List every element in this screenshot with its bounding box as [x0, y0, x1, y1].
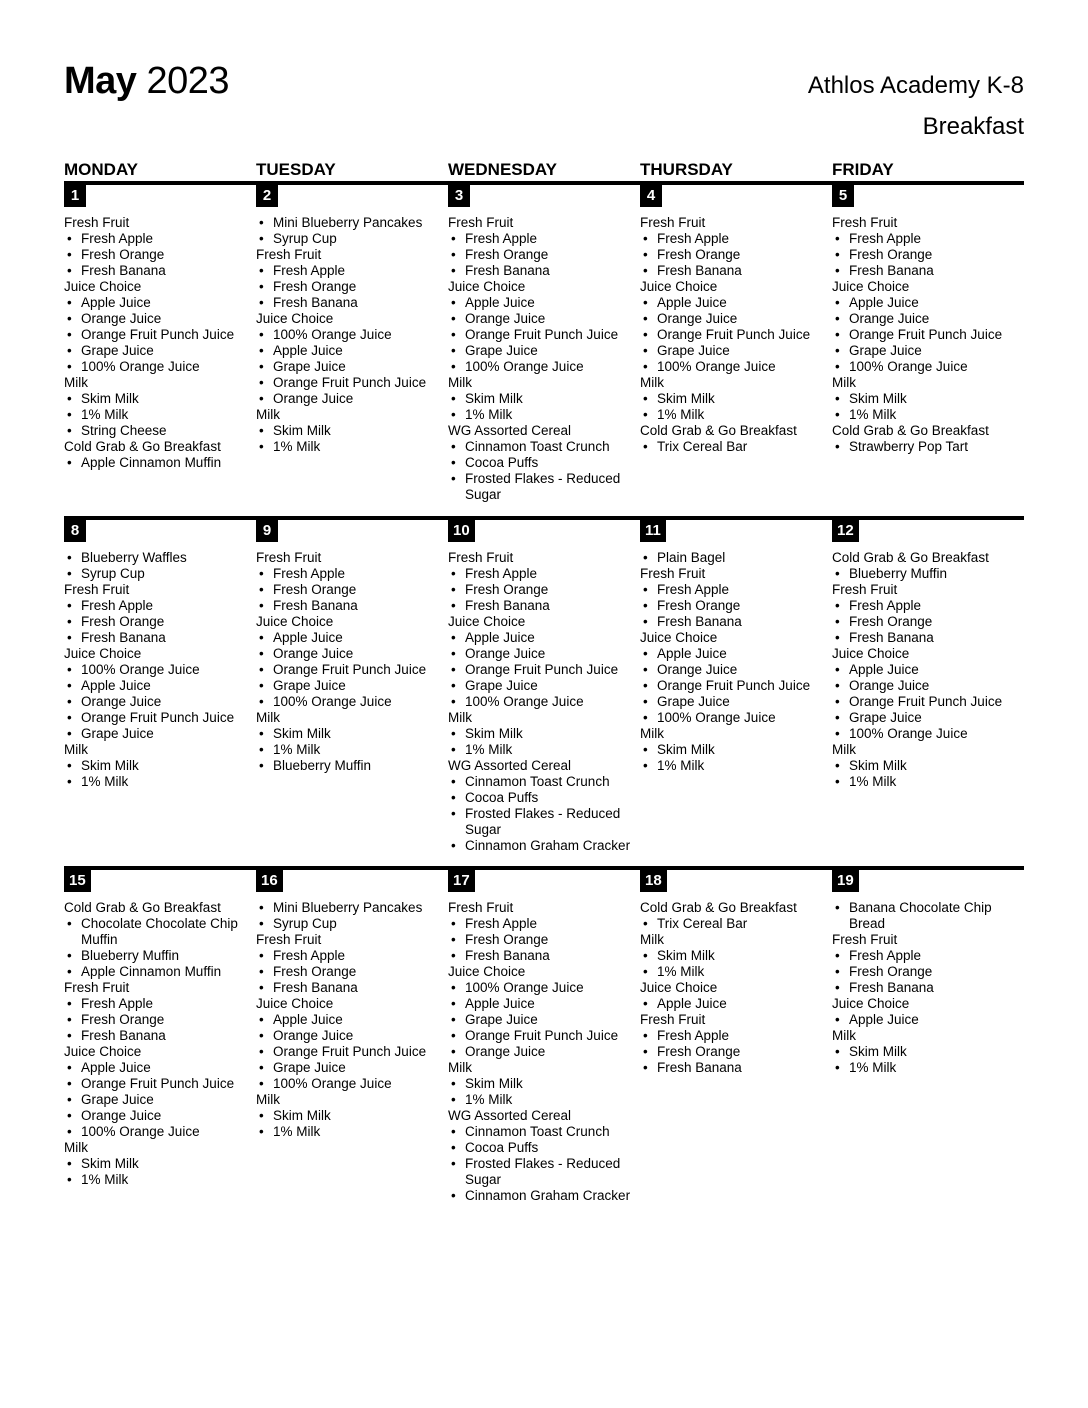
- menu-item: • Apple Juice: [832, 295, 1017, 311]
- menu-category: Milk: [640, 726, 664, 741]
- menu-item: • Apple Juice: [640, 646, 825, 662]
- menu-item: • Fresh Orange: [832, 964, 1017, 980]
- menu-item: • 100% Orange Juice: [832, 726, 1017, 742]
- menu-item-list: [448, 900, 633, 1204]
- menu-item: • Fresh Apple: [640, 1028, 825, 1044]
- menu-item: • Mini Blueberry Pancakes: [256, 215, 441, 231]
- menu-item: • Fresh Apple: [448, 231, 633, 247]
- menu-item: • Orange Juice: [448, 311, 633, 327]
- menu-item: • Fresh Orange: [256, 279, 441, 295]
- menu-item: • Grape Juice: [640, 343, 825, 359]
- date-badge: 16: [256, 870, 283, 892]
- menu-category: Milk: [256, 407, 280, 422]
- date-badge: 10: [448, 520, 475, 542]
- menu-item: • Fresh Orange: [448, 247, 633, 263]
- menu-item: • Orange Juice: [64, 311, 249, 327]
- menu-item: • 100% Orange Juice: [448, 359, 633, 375]
- date-badge: 4: [640, 185, 662, 207]
- menu-item: • Frosted Flakes - Reduced Sugar: [448, 1156, 633, 1188]
- menu-item: • Blueberry Muffin: [832, 566, 1017, 582]
- menu-item: • 1% Milk: [832, 1060, 1017, 1076]
- menu-category: Fresh Fruit: [256, 247, 322, 262]
- menu-category: Juice Choice: [640, 630, 718, 645]
- menu-category: Milk: [832, 375, 856, 390]
- menu-category: Milk: [448, 1060, 472, 1075]
- menu-category: Juice Choice: [832, 996, 910, 1011]
- menu-item: • 1% Milk: [256, 742, 441, 758]
- menu-category: Fresh Fruit: [64, 980, 130, 995]
- menu-item: • Skim Milk: [448, 1076, 633, 1092]
- menu-item: • Fresh Orange: [256, 582, 441, 598]
- menu-item: • Fresh Apple: [256, 263, 441, 279]
- menu-category: Fresh Fruit: [256, 932, 322, 947]
- menu-category: Fresh Fruit: [832, 932, 898, 947]
- menu-item-list: [64, 550, 249, 790]
- menu-item: • 1% Milk: [448, 1092, 633, 1108]
- weekday-wednesday: WEDNESDAY: [448, 160, 557, 179]
- menu-category: Milk: [64, 742, 88, 757]
- menu-item: • Fresh Orange: [640, 1044, 825, 1060]
- menu-item-list: [256, 215, 441, 455]
- menu-item: • Apple Juice: [448, 295, 633, 311]
- menu-category: Juice Choice: [832, 646, 910, 661]
- menu-category: Juice Choice: [832, 279, 910, 294]
- menu-category: Fresh Fruit: [832, 582, 898, 597]
- menu-item: • Orange Fruit Punch Juice: [256, 375, 441, 391]
- menu-item: • 1% Milk: [64, 407, 249, 423]
- menu-item: • Grape Juice: [832, 343, 1017, 359]
- menu-category: Juice Choice: [448, 964, 526, 979]
- date-badge: 19: [832, 870, 859, 892]
- menu-item: • Fresh Banana: [640, 1060, 825, 1076]
- title-year: 2023: [146, 60, 230, 102]
- menu-item: • Fresh Banana: [640, 614, 825, 630]
- date-badge: 8: [64, 520, 86, 542]
- menu-item: • Fresh Banana: [832, 980, 1017, 996]
- menu-category: Fresh Fruit: [256, 550, 322, 565]
- menu-item: • Cocoa Puffs: [448, 1140, 633, 1156]
- menu-item: • Fresh Orange: [64, 247, 249, 263]
- menu-item: • Cinnamon Toast Crunch: [448, 774, 633, 790]
- menu-category: Juice Choice: [64, 1044, 142, 1059]
- menu-category: WG Assorted Cereal: [448, 423, 572, 438]
- menu-category: Juice Choice: [256, 311, 334, 326]
- menu-item: • Fresh Banana: [64, 1028, 249, 1044]
- menu-item: • Grape Juice: [256, 678, 441, 694]
- menu-item: • Orange Fruit Punch Juice: [640, 327, 825, 343]
- menu-item: • Fresh Apple: [256, 566, 441, 582]
- menu-item-list: [256, 550, 441, 774]
- menu-category: Milk: [256, 710, 280, 725]
- menu-item: • Fresh Apple: [832, 598, 1017, 614]
- school-name: Athlos Academy K-8: [807, 72, 1024, 99]
- menu-item: • Fresh Banana: [64, 630, 249, 646]
- menu-item: • Grape Juice: [64, 1092, 249, 1108]
- menu-item: • Apple Juice: [640, 295, 825, 311]
- menu-item: • Mini Blueberry Pancakes: [256, 900, 441, 916]
- menu-item: • Plain Bagel: [640, 550, 825, 566]
- menu-category: Juice Choice: [64, 646, 142, 661]
- menu-item: • 100% Orange Juice: [832, 359, 1017, 375]
- menu-item: • Grape Juice: [448, 678, 633, 694]
- menu-item: • Fresh Orange: [256, 964, 441, 980]
- menu-item: • 100% Orange Juice: [448, 694, 633, 710]
- menu-item: • Fresh Apple: [64, 231, 249, 247]
- date-badge: 2: [256, 185, 278, 207]
- menu-item: • Orange Fruit Punch Juice: [256, 1044, 441, 1060]
- menu-item-list: [448, 215, 633, 503]
- menu-item: • 100% Orange Juice: [64, 662, 249, 678]
- menu-item: • Grape Juice: [448, 343, 633, 359]
- menu-item: • Fresh Banana: [64, 263, 249, 279]
- menu-category: Fresh Fruit: [832, 215, 898, 230]
- menu-item: • Cocoa Puffs: [448, 455, 633, 471]
- page-header: [64, 58, 1024, 158]
- menu-item: • Orange Juice: [832, 678, 1017, 694]
- menu-category: Cold Grab & Go Breakfast: [64, 900, 221, 915]
- menu-item: • Fresh Apple: [640, 582, 825, 598]
- menu-item: • Fresh Apple: [256, 948, 441, 964]
- menu-category: Cold Grab & Go Breakfast: [64, 439, 221, 454]
- menu-item: • 1% Milk: [64, 774, 249, 790]
- menu-item: • Cinnamon Graham Cracker: [448, 838, 633, 854]
- menu-item: • Skim Milk: [256, 726, 441, 742]
- menu-item: • Orange Juice: [640, 311, 825, 327]
- menu-item: • Grape Juice: [64, 726, 249, 742]
- menu-item: • Grape Juice: [832, 710, 1017, 726]
- menu-item: • Skim Milk: [448, 391, 633, 407]
- menu-item: • Strawberry Pop Tart: [832, 439, 1017, 455]
- weekday-thursday: THURSDAY: [640, 160, 733, 179]
- menu-item: • Cocoa Puffs: [448, 790, 633, 806]
- menu-item: • Apple Juice: [64, 295, 249, 311]
- date-badge: 3: [448, 185, 470, 207]
- menu-item: • Orange Fruit Punch Juice: [832, 327, 1017, 343]
- menu-item: • 1% Milk: [640, 964, 825, 980]
- week-divider: [64, 516, 1024, 520]
- menu-category: Milk: [64, 375, 88, 390]
- menu-item: • Fresh Orange: [64, 1012, 249, 1028]
- menu-item: • Skim Milk: [448, 726, 633, 742]
- menu-item: • Fresh Orange: [832, 247, 1017, 263]
- weekday-tuesday: TUESDAY: [256, 160, 336, 179]
- title-month: May: [64, 60, 137, 102]
- menu-item: • Orange Juice: [832, 311, 1017, 327]
- menu-item: • Orange Juice: [256, 391, 441, 407]
- menu-item: • Orange Fruit Punch Juice: [640, 678, 825, 694]
- menu-category: Juice Choice: [640, 279, 718, 294]
- date-badge: 5: [832, 185, 854, 207]
- menu-item: • Fresh Orange: [640, 598, 825, 614]
- menu-item-list: [832, 550, 1017, 790]
- menu-item: • Trix Cereal Bar: [640, 439, 825, 455]
- menu-item: • String Cheese: [64, 423, 249, 439]
- menu-item: • Fresh Apple: [448, 916, 633, 932]
- menu-item: • Orange Juice: [640, 662, 825, 678]
- date-badge: 12: [832, 520, 859, 542]
- menu-item: • Fresh Banana: [256, 295, 441, 311]
- menu-item: • Orange Fruit Punch Juice: [448, 662, 633, 678]
- menu-item-list: [832, 900, 1017, 1076]
- menu-item: • Fresh Banana: [448, 948, 633, 964]
- menu-item: • Apple Juice: [832, 1012, 1017, 1028]
- menu-item-list: [64, 215, 249, 471]
- menu-item: • Apple Juice: [640, 996, 825, 1012]
- menu-category: Cold Grab & Go Breakfast: [640, 423, 797, 438]
- menu-item: • Fresh Banana: [832, 630, 1017, 646]
- menu-item: • Orange Fruit Punch Juice: [448, 327, 633, 343]
- menu-item: • Blueberry Waffles: [64, 550, 249, 566]
- menu-item: • Grape Juice: [64, 343, 249, 359]
- menu-item: • 1% Milk: [256, 1124, 441, 1140]
- menu-category: Juice Choice: [64, 279, 142, 294]
- menu-item: • Skim Milk: [256, 423, 441, 439]
- menu-item: • Orange Fruit Punch Juice: [256, 662, 441, 678]
- menu-item: • Orange Fruit Punch Juice: [64, 327, 249, 343]
- menu-item: • Skim Milk: [832, 391, 1017, 407]
- menu-category: Milk: [64, 1140, 88, 1155]
- menu-item: • Grape Juice: [256, 1060, 441, 1076]
- menu-item: • Skim Milk: [832, 1044, 1017, 1060]
- menu-item: • Orange Juice: [448, 646, 633, 662]
- menu-item: • Fresh Apple: [448, 566, 633, 582]
- menu-item: • Skim Milk: [64, 758, 249, 774]
- menu-item: • 1% Milk: [64, 1172, 249, 1188]
- menu-item: • Orange Juice: [64, 1108, 249, 1124]
- date-badge: 11: [640, 520, 666, 542]
- menu-item: • Orange Fruit Punch Juice: [448, 1028, 633, 1044]
- menu-category: Fresh Fruit: [448, 900, 514, 915]
- menu-item: • Frosted Flakes - Reduced Sugar: [448, 806, 633, 838]
- menu-category: Juice Choice: [448, 614, 526, 629]
- menu-item: • Fresh Banana: [832, 263, 1017, 279]
- meal-type: Breakfast: [922, 113, 1024, 140]
- menu-category: Milk: [640, 932, 664, 947]
- menu-item: • Chocolate Chocolate Chip Muffin: [64, 916, 249, 948]
- menu-item: • Blueberry Muffin: [64, 948, 249, 964]
- menu-item: • 100% Orange Juice: [64, 1124, 249, 1140]
- menu-item: • Fresh Orange: [448, 582, 633, 598]
- menu-item: • Blueberry Muffin: [256, 758, 441, 774]
- weekday-friday: FRIDAY: [832, 160, 894, 179]
- menu-item: • Apple Juice: [448, 630, 633, 646]
- menu-item: • Syrup Cup: [64, 566, 249, 582]
- menu-item: • Fresh Apple: [832, 948, 1017, 964]
- menu-item: • 1% Milk: [448, 742, 633, 758]
- menu-category: Cold Grab & Go Breakfast: [640, 900, 797, 915]
- menu-category: Juice Choice: [640, 980, 718, 995]
- menu-item: • Apple Juice: [256, 1012, 441, 1028]
- menu-item: • 1% Milk: [832, 774, 1017, 790]
- menu-category: Fresh Fruit: [640, 1012, 706, 1027]
- menu-item: • Orange Juice: [256, 1028, 441, 1044]
- menu-item: • 100% Orange Juice: [256, 327, 441, 343]
- menu-item: • Skim Milk: [640, 948, 825, 964]
- menu-category: Milk: [448, 710, 472, 725]
- menu-item: • Skim Milk: [640, 742, 825, 758]
- menu-item: • Skim Milk: [64, 1156, 249, 1172]
- menu-item: • Orange Juice: [448, 1044, 633, 1060]
- menu-category: Fresh Fruit: [64, 215, 130, 230]
- menu-item: • Orange Fruit Punch Juice: [832, 694, 1017, 710]
- menu-item: • Fresh Apple: [832, 231, 1017, 247]
- menu-item: • Skim Milk: [64, 391, 249, 407]
- menu-item: • Grape Juice: [448, 1012, 633, 1028]
- menu-item: • 100% Orange Juice: [256, 1076, 441, 1092]
- menu-item: • 1% Milk: [640, 407, 825, 423]
- menu-item: • Apple Juice: [64, 1060, 249, 1076]
- week-divider: [64, 181, 1024, 185]
- menu-item: • Fresh Banana: [256, 598, 441, 614]
- date-badge: 9: [256, 520, 278, 542]
- menu-category: Fresh Fruit: [448, 550, 514, 565]
- menu-item: • Grape Juice: [640, 694, 825, 710]
- menu-item: • Orange Juice: [256, 646, 441, 662]
- menu-item: • Frosted Flakes - Reduced Sugar: [448, 471, 633, 503]
- menu-item: • Fresh Banana: [256, 980, 441, 996]
- date-badge: 17: [448, 870, 475, 892]
- menu-item: • Syrup Cup: [256, 916, 441, 932]
- menu-category: Juice Choice: [256, 996, 334, 1011]
- menu-item: • Fresh Apple: [64, 996, 249, 1012]
- menu-item: • Apple Juice: [64, 678, 249, 694]
- menu-category: Milk: [832, 1028, 856, 1043]
- menu-item: • 100% Orange Juice: [64, 359, 249, 375]
- menu-category: Fresh Fruit: [640, 566, 706, 581]
- weekday-monday: MONDAY: [64, 160, 138, 179]
- menu-item: • Cinnamon Toast Crunch: [448, 1124, 633, 1140]
- menu-item: • Fresh Banana: [448, 263, 633, 279]
- menu-category: Juice Choice: [448, 279, 526, 294]
- menu-item-list: [640, 550, 825, 774]
- menu-item: • Orange Fruit Punch Juice: [64, 710, 249, 726]
- menu-item: • Apple Cinnamon Muffin: [64, 964, 249, 980]
- menu-item: • Fresh Orange: [640, 247, 825, 263]
- menu-item: • 100% Orange Juice: [640, 710, 825, 726]
- menu-category: Milk: [640, 375, 664, 390]
- menu-item: • Skim Milk: [832, 758, 1017, 774]
- menu-item: • 100% Orange Juice: [256, 694, 441, 710]
- menu-item: • Fresh Orange: [448, 932, 633, 948]
- menu-item: • Skim Milk: [256, 1108, 441, 1124]
- menu-item: • 1% Milk: [832, 407, 1017, 423]
- weekday-header-row: [64, 159, 1024, 181]
- menu-category: Cold Grab & Go Breakfast: [832, 550, 989, 565]
- menu-category: Milk: [256, 1092, 280, 1107]
- menu-item: • Apple Juice: [256, 343, 441, 359]
- menu-category: Fresh Fruit: [448, 215, 514, 230]
- date-badge: 1: [64, 185, 86, 207]
- menu-item: • Trix Cereal Bar: [640, 916, 825, 932]
- menu-item-list: [448, 550, 633, 854]
- menu-item: • Apple Juice: [448, 996, 633, 1012]
- menu-item-list: [256, 900, 441, 1140]
- menu-item: • 1% Milk: [640, 758, 825, 774]
- menu-item: • Fresh Banana: [640, 263, 825, 279]
- menu-item-list: [640, 900, 825, 1076]
- menu-category: WG Assorted Cereal: [448, 1108, 572, 1123]
- menu-item: • Cinnamon Graham Cracker: [448, 1188, 633, 1204]
- date-badge: 15: [64, 870, 91, 892]
- menu-item: • 100% Orange Juice: [448, 980, 633, 996]
- menu-item: • Orange Fruit Punch Juice: [64, 1076, 249, 1092]
- menu-category: Fresh Fruit: [640, 215, 706, 230]
- page-title: [64, 58, 229, 104]
- menu-category: Milk: [832, 742, 856, 757]
- menu-item-list: [832, 215, 1017, 455]
- menu-category: Fresh Fruit: [64, 582, 130, 597]
- menu-item: • Grape Juice: [256, 359, 441, 375]
- menu-item: • Fresh Banana: [448, 598, 633, 614]
- menu-item: • 100% Orange Juice: [640, 359, 825, 375]
- menu-item: • Skim Milk: [640, 391, 825, 407]
- menu-item: • Fresh Apple: [640, 231, 825, 247]
- menu-item: • Apple Juice: [832, 662, 1017, 678]
- menu-item: • Fresh Orange: [64, 614, 249, 630]
- menu-item: • Banana Chocolate Chip Bread: [832, 900, 1017, 932]
- menu-category: WG Assorted Cereal: [448, 758, 572, 773]
- menu-item: • Apple Juice: [256, 630, 441, 646]
- menu-item: • Syrup Cup: [256, 231, 441, 247]
- date-badge: 18: [640, 870, 667, 892]
- menu-item: • Fresh Apple: [64, 598, 249, 614]
- menu-item-list: [640, 215, 825, 455]
- menu-item: • Cinnamon Toast Crunch: [448, 439, 633, 455]
- menu-category: Cold Grab & Go Breakfast: [832, 423, 989, 438]
- menu-item: • 1% Milk: [448, 407, 633, 423]
- menu-item: • Fresh Orange: [832, 614, 1017, 630]
- menu-category: Milk: [448, 375, 472, 390]
- week-divider: [64, 866, 1024, 870]
- menu-item: • 1% Milk: [256, 439, 441, 455]
- menu-category: Juice Choice: [256, 614, 334, 629]
- menu-item: • Orange Juice: [64, 694, 249, 710]
- menu-item-list: [64, 900, 249, 1188]
- menu-item: • Apple Cinnamon Muffin: [64, 455, 249, 471]
